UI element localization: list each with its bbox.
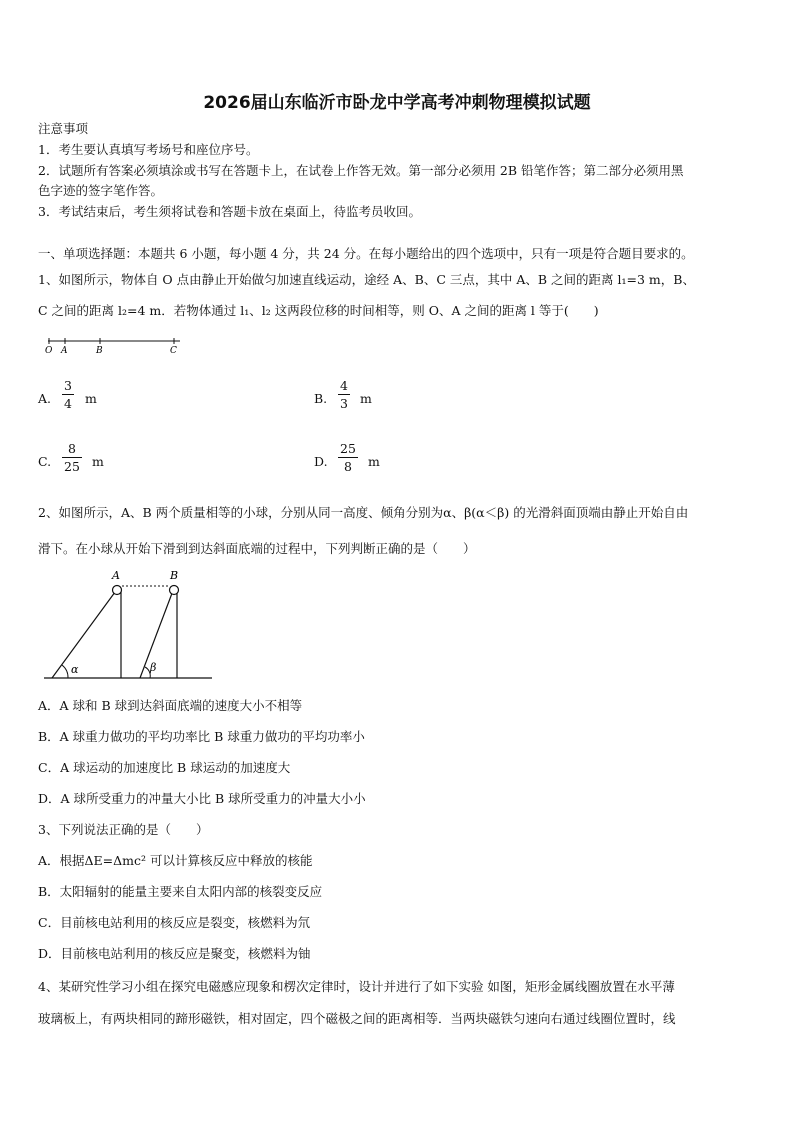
question-3-option: C．目前核电站利用的核反应是裂变，核燃料为氘	[38, 915, 311, 930]
question-3-option: B．太阳辐射的能量主要来自太阳内部的核裂变反应	[38, 884, 323, 899]
question-2-option: A．A 球和 B 球到达斜面底端的速度大小不相等	[38, 698, 303, 713]
point-label-o: O	[45, 346, 53, 356]
option-letter: C.	[38, 454, 52, 469]
notice-item: 色字迹的签字笔作答。	[38, 183, 164, 198]
option-unit: m	[85, 391, 97, 406]
option-unit: m	[368, 454, 380, 469]
point-label-b: B	[96, 346, 103, 356]
question-2-option: D．A 球所受重力的冲量大小比 B 球所受重力的冲量大小小	[38, 791, 366, 806]
notice-item: 2．试题所有答案必须填涂或书写在答题卡上，在试卷上作答无效。第一部分必须用 2B 铅笔作答；第二部分必须用黑	[38, 163, 684, 178]
label-alpha: α	[71, 663, 79, 676]
option-letter: D.	[314, 454, 328, 469]
point-label-c: C	[170, 346, 177, 356]
point-label-a: A	[61, 346, 68, 356]
section-heading: 一、单项选择题：本题共 6 小题，每小题 4 分，共 24 分。在每小题给出的四个选项中，只有一项是符合题目要求的。	[38, 246, 694, 261]
question-3-option: D．目前核电站利用的核反应是聚变，核燃料为铀	[38, 946, 311, 961]
ball-b	[170, 586, 179, 595]
fraction-numerator: 8	[67, 441, 76, 456]
fraction-denominator: 3	[340, 396, 348, 411]
question-4-stem: 玻璃板上，有两块相同的蹄形磁铁，相对固定，四个磁极之间的距离相等．当两块磁铁匀速向右通过线圈位置时，线	[38, 1011, 676, 1026]
option-fraction	[338, 378, 350, 411]
notice-item: 3．考试结束后，考生须将试卷和答题卡放在桌面上，待监考员收回。	[38, 204, 421, 219]
question-2-stem: 2、如图所示，A、B 两个质量相等的小球，分别从同一高度、倾角分别为α、β(α＜β) 的光滑斜面顶端由静止开始自由	[38, 505, 689, 520]
fraction-numerator: 3	[64, 378, 72, 393]
label-b: B	[170, 569, 179, 582]
q1-line-diagram	[40, 336, 185, 358]
option-fraction	[62, 378, 74, 411]
question-4-stem: 4、某研究性学习小组在探究电磁感应现象和楞次定律时，设计并进行了如下实验 如图，矩形金属线圈放置在水平薄	[38, 979, 675, 994]
label-a: A	[112, 569, 120, 582]
option-letter: B.	[314, 391, 328, 406]
q2-incline-diagram	[40, 566, 220, 684]
option-fraction	[338, 441, 358, 474]
page-title: 2026届山东临沂市卧龙中学高考冲刺物理模拟试题	[203, 93, 591, 113]
option-letter: A.	[38, 391, 52, 406]
option-unit: m	[92, 454, 104, 469]
notice-heading: 注意事项	[38, 121, 89, 136]
question-2-option: B．A 球重力做功的平均功率比 B 球重力做功的平均功率小	[38, 729, 365, 744]
fraction-denominator: 4	[64, 396, 72, 411]
label-beta: β	[150, 661, 157, 674]
question-2-stem: 滑下。在小球从开始下滑到到达斜面底端的过程中，下列判断正确的是（ ）	[38, 541, 476, 556]
question-1-stem: 1、如图所示，物体自 O 点由静止开始做匀加速直线运动，途经 A、B、C 三点，其中 A、B 之间的距离 l₁=3 m，B、	[38, 272, 695, 287]
question-2-option: C．A 球运动的加速度比 B 球运动的加速度大	[38, 760, 291, 775]
question-1-stem: C 之间的距离 l₂=4 m．若物体通过 l₁、l₂ 这两段位移的时间相等，则 O、A 之间的距离 l 等于( )	[38, 303, 599, 318]
question-3-option: A．根据ΔE=Δmc² 可以计算核反应中释放的核能	[38, 853, 313, 868]
fraction-numerator: 4	[340, 378, 348, 393]
fraction-denominator: 8	[343, 459, 352, 474]
fraction-numerator: 25	[340, 441, 356, 456]
option-unit: m	[360, 391, 372, 406]
ball-a	[113, 586, 122, 595]
question-3-stem: 3、下列说法正确的是（ ）	[38, 822, 209, 837]
notice-item: 1．考生要认真填写考场号和座位序号。	[38, 142, 259, 157]
fraction-denominator: 25	[64, 459, 80, 474]
option-fraction	[62, 441, 82, 474]
